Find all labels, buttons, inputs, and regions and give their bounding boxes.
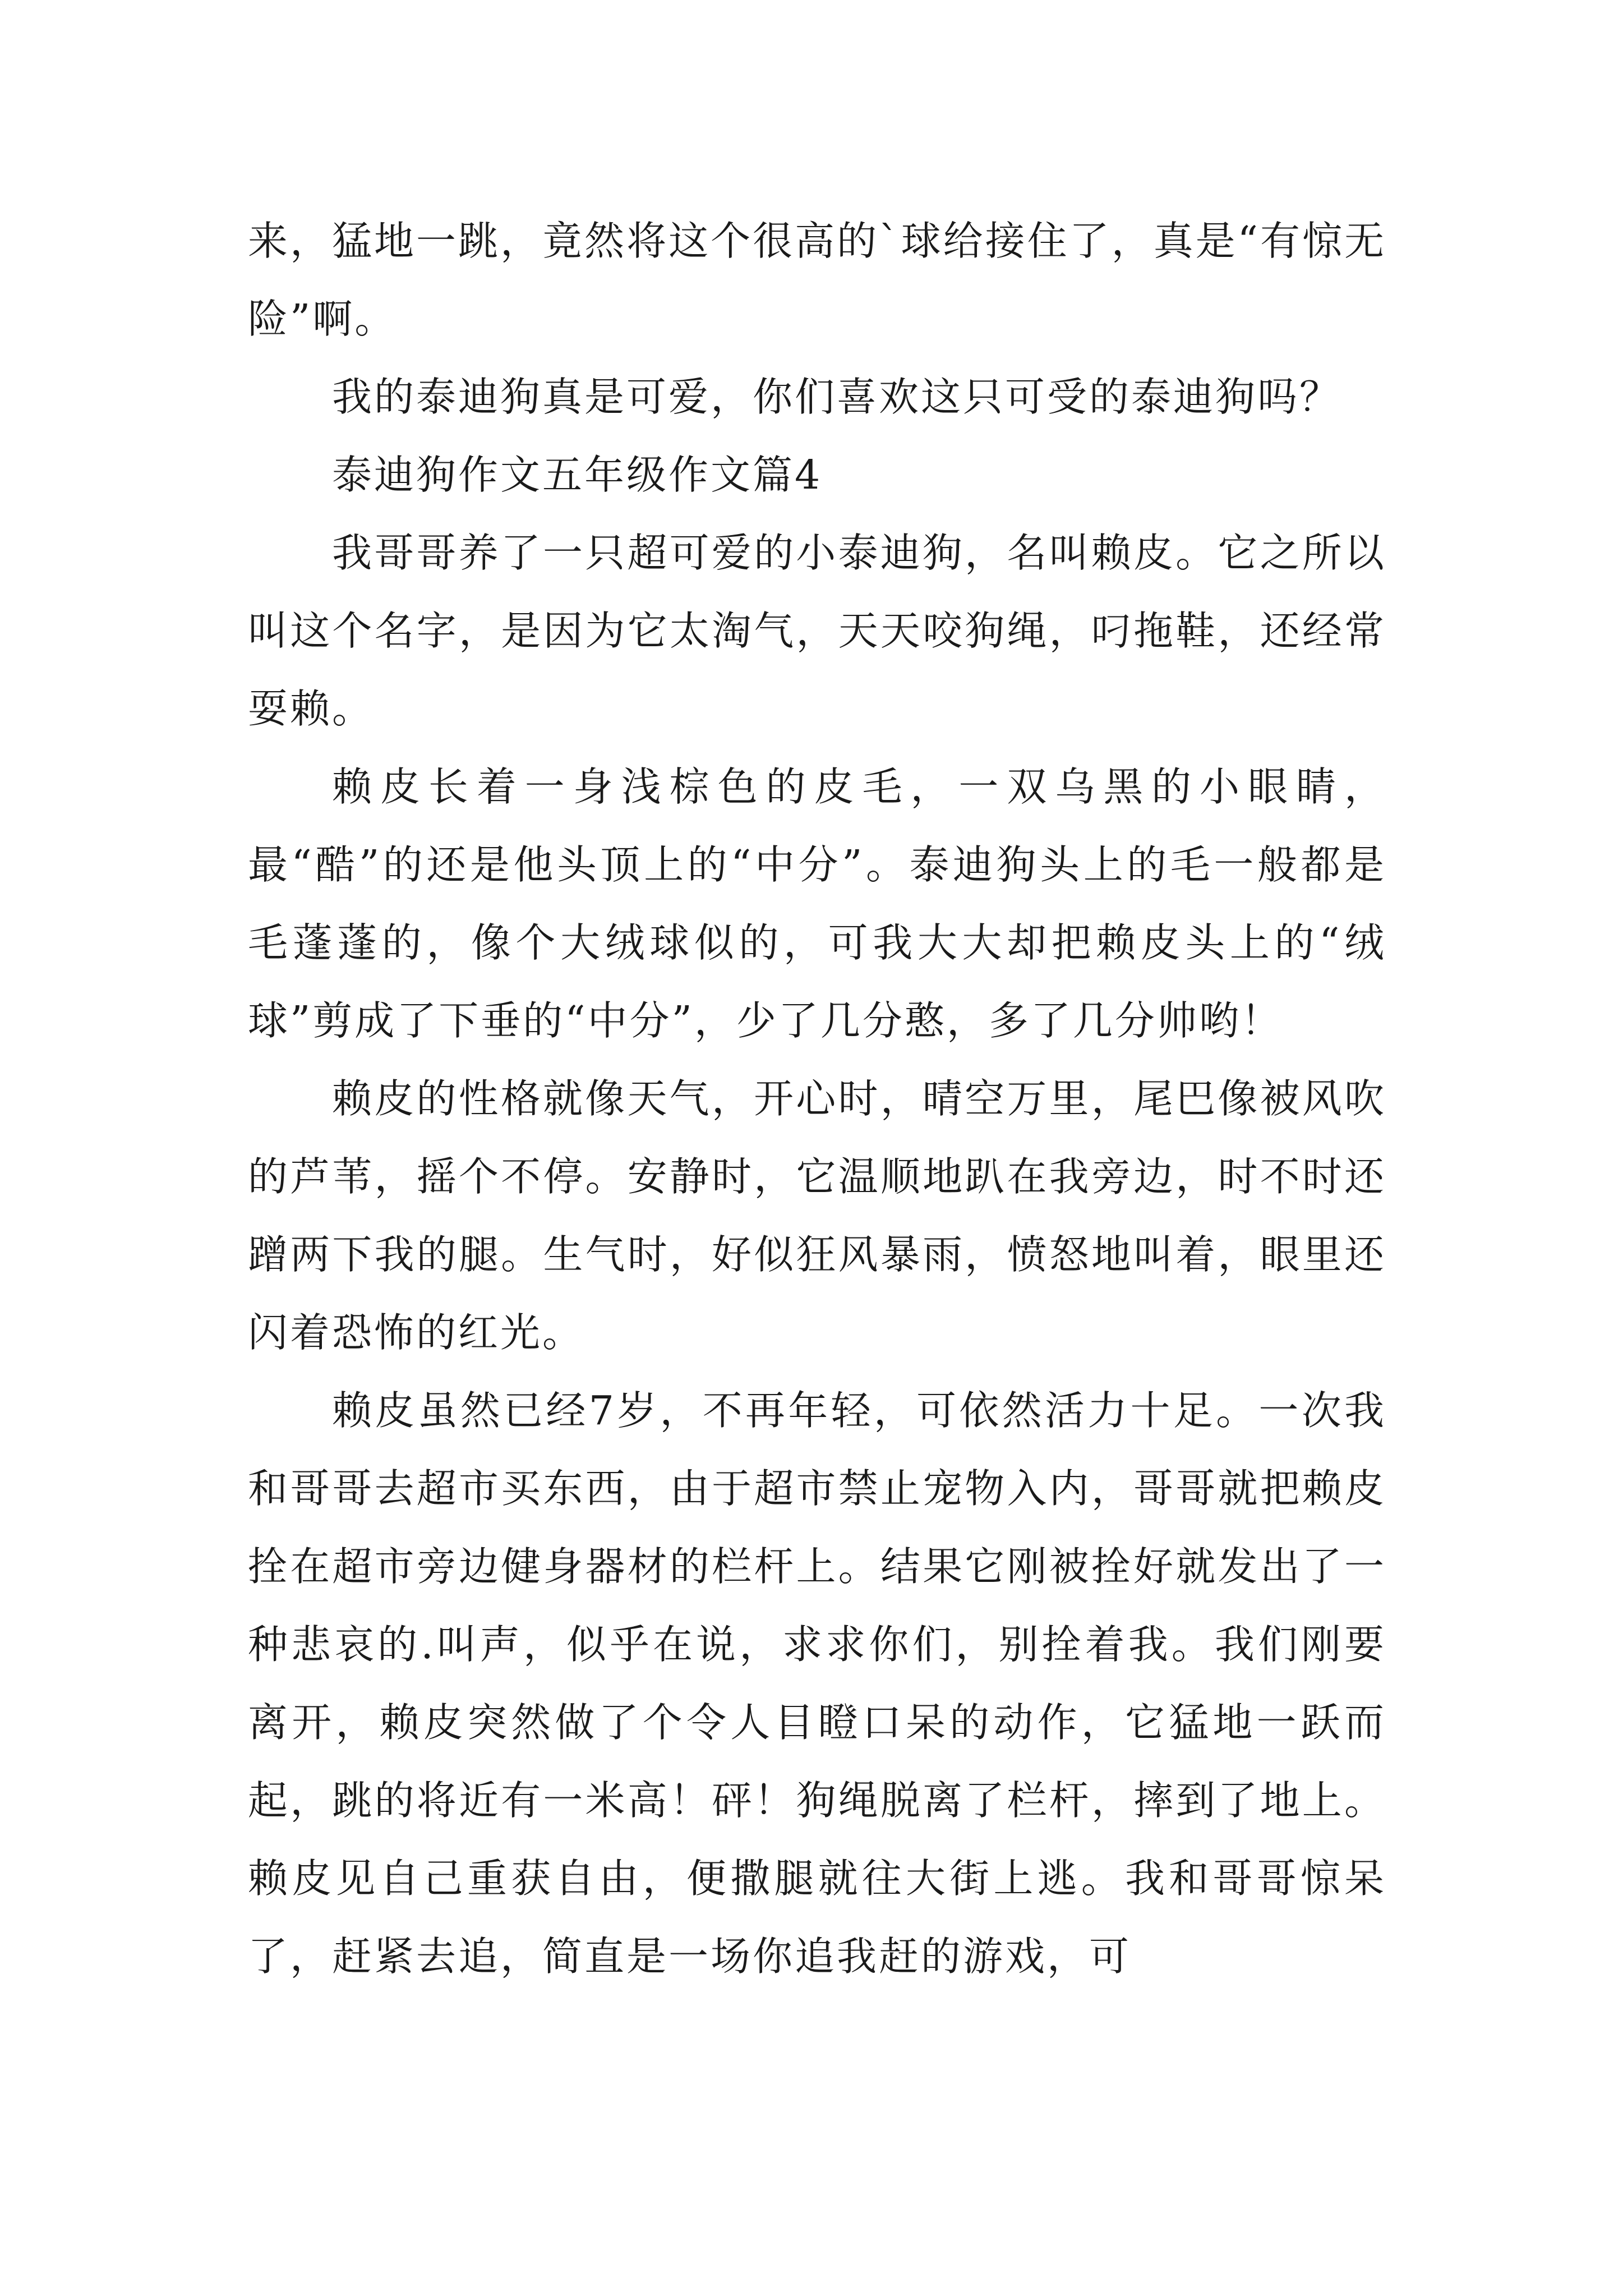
paragraph-continued: 来，猛地一跳，竟然将这个很高的`球给接住了，真是“有惊无险”啊。 [248,218,1386,342]
paragraph: 赖皮虽然已经7岁，不再年轻，可依然活力十足。一次我和哥哥去超市买东西，由于超市禁止宠物入内，哥哥就把赖皮拴在超市旁边健身器材的栏杆上。结果它刚被拴好就发出了一种悲哀的.叫声，似乎在说，求求你们，别拴着我。我们刚要离开，赖皮突然做了个令人目瞪口呆的动作，它猛地一跃而起，跳的将近有一米高！砰！狗绳脱离了栏杆，摔到了地上。赖皮见自己重获自由，便撒腿就往大街上逃。我和哥哥惊呆了，赶紧去追，简直是一场你追我赶的游戏，可 [248,1387,1386,1980]
document-body [248,202,1386,1995]
paragraph: 我的泰迪狗真是可爱，你们喜欢这只可受的泰迪狗吗？ [332,374,1342,420]
paragraph: 我哥哥养了一只超可爱的小泰迪狗，名叫赖皮。它之所以叫这个名字，是因为它太淘气，天天咬狗绳，叼拖鞋，还经常耍赖。 [248,530,1386,732]
paragraph: 赖皮的性格就像天气，开心时，晴空万里，尾巴像被风吹的芦苇，摇个不停。安静时，它温顺地趴在我旁边，时不时还蹭两下我的腿。生气时，好似狂风暴雨，愤怒地叫着，眼里还闪着恐怖的红光。 [248,1075,1386,1356]
paragraph: 赖皮长着一身浅棕色的皮毛，一双乌黑的小眼睛，最“酷”的还是他头顶上的“中分”。泰迪狗头上的毛一般都是毛蓬蓬的，像个大绒球似的，可我大大却把赖皮头上的“绒球”剪成了下垂的“中分”，少了几分憨，多了几分帅哟！ [248,763,1386,1044]
section-heading: 泰迪狗作文五年级作文篇4 [332,452,823,498]
